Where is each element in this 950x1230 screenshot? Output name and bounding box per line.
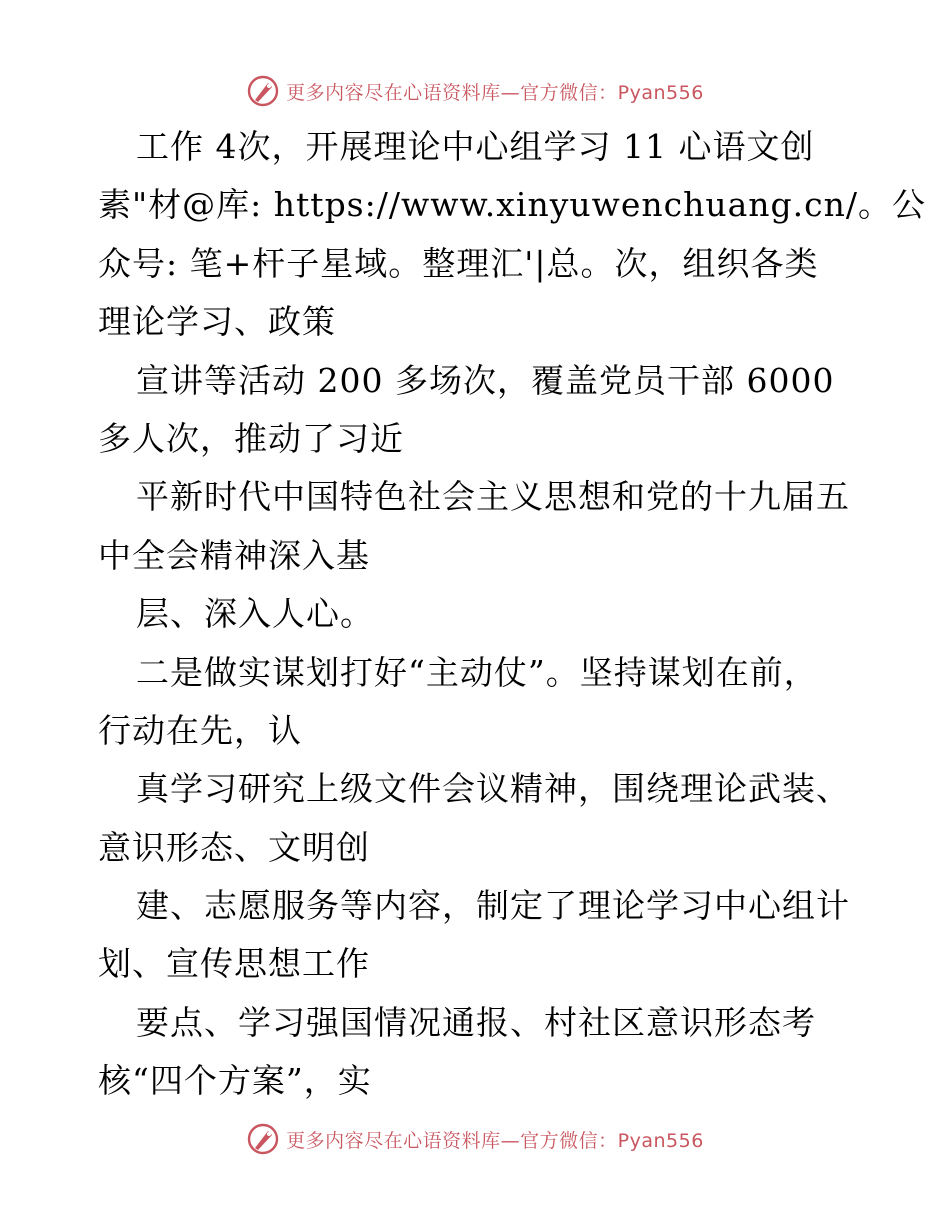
text-line: 宣讲等活动 200 多场次，覆盖党员干部 6000	[136, 360, 835, 400]
text-line: 建、志愿服务等内容，制定了理论学习中心组计	[136, 886, 850, 926]
header-banner	[0, 74, 950, 108]
text-line: 众号: 笔+杆子星域。整理汇'|总。次，组织各类	[98, 243, 819, 283]
text-line: 理论学习、政策	[98, 302, 336, 342]
footer-banner-text: 更多内容尽在心语资料库—官方微信：Pyan556	[286, 1129, 704, 1152]
text-line: 平新时代中国特色社会主义思想和党的十九届五	[136, 477, 850, 517]
text-line: 中全会精神深入基	[98, 535, 370, 575]
footer-banner	[0, 1122, 950, 1156]
pen-nib-circle-icon	[246, 74, 280, 108]
text-line: 素"材@库: https://www.xinyuwenchuang.cn/。公	[98, 185, 927, 225]
text-line: 意识形态、文明创	[98, 827, 370, 867]
text-line: 二是做实谋划打好“主动仗”。坚持谋划在前，	[136, 652, 818, 692]
document-body	[98, 118, 927, 1111]
text-line: 行动在先，认	[98, 710, 302, 750]
text-line: 层、深入人心。	[136, 594, 374, 634]
text-line: 工作 4次，开展理论中心组学习 11 心语文创	[136, 127, 815, 166]
header-banner-text: 更多内容尽在心语资料库—官方微信：Pyan556	[286, 81, 704, 104]
pen-nib-circle-icon	[246, 1122, 280, 1156]
text-line: 划、宣传思想工作	[98, 944, 370, 984]
text-line: 真学习研究上级文件会议精神，围绕理论武装、	[136, 769, 850, 809]
text-line: 核“四个方案”，实	[98, 1061, 372, 1101]
text-line: 要点、学习强国情况通报、村社区意识形态考	[136, 1002, 816, 1042]
text-line: 多人次，推动了习近	[98, 418, 404, 458]
